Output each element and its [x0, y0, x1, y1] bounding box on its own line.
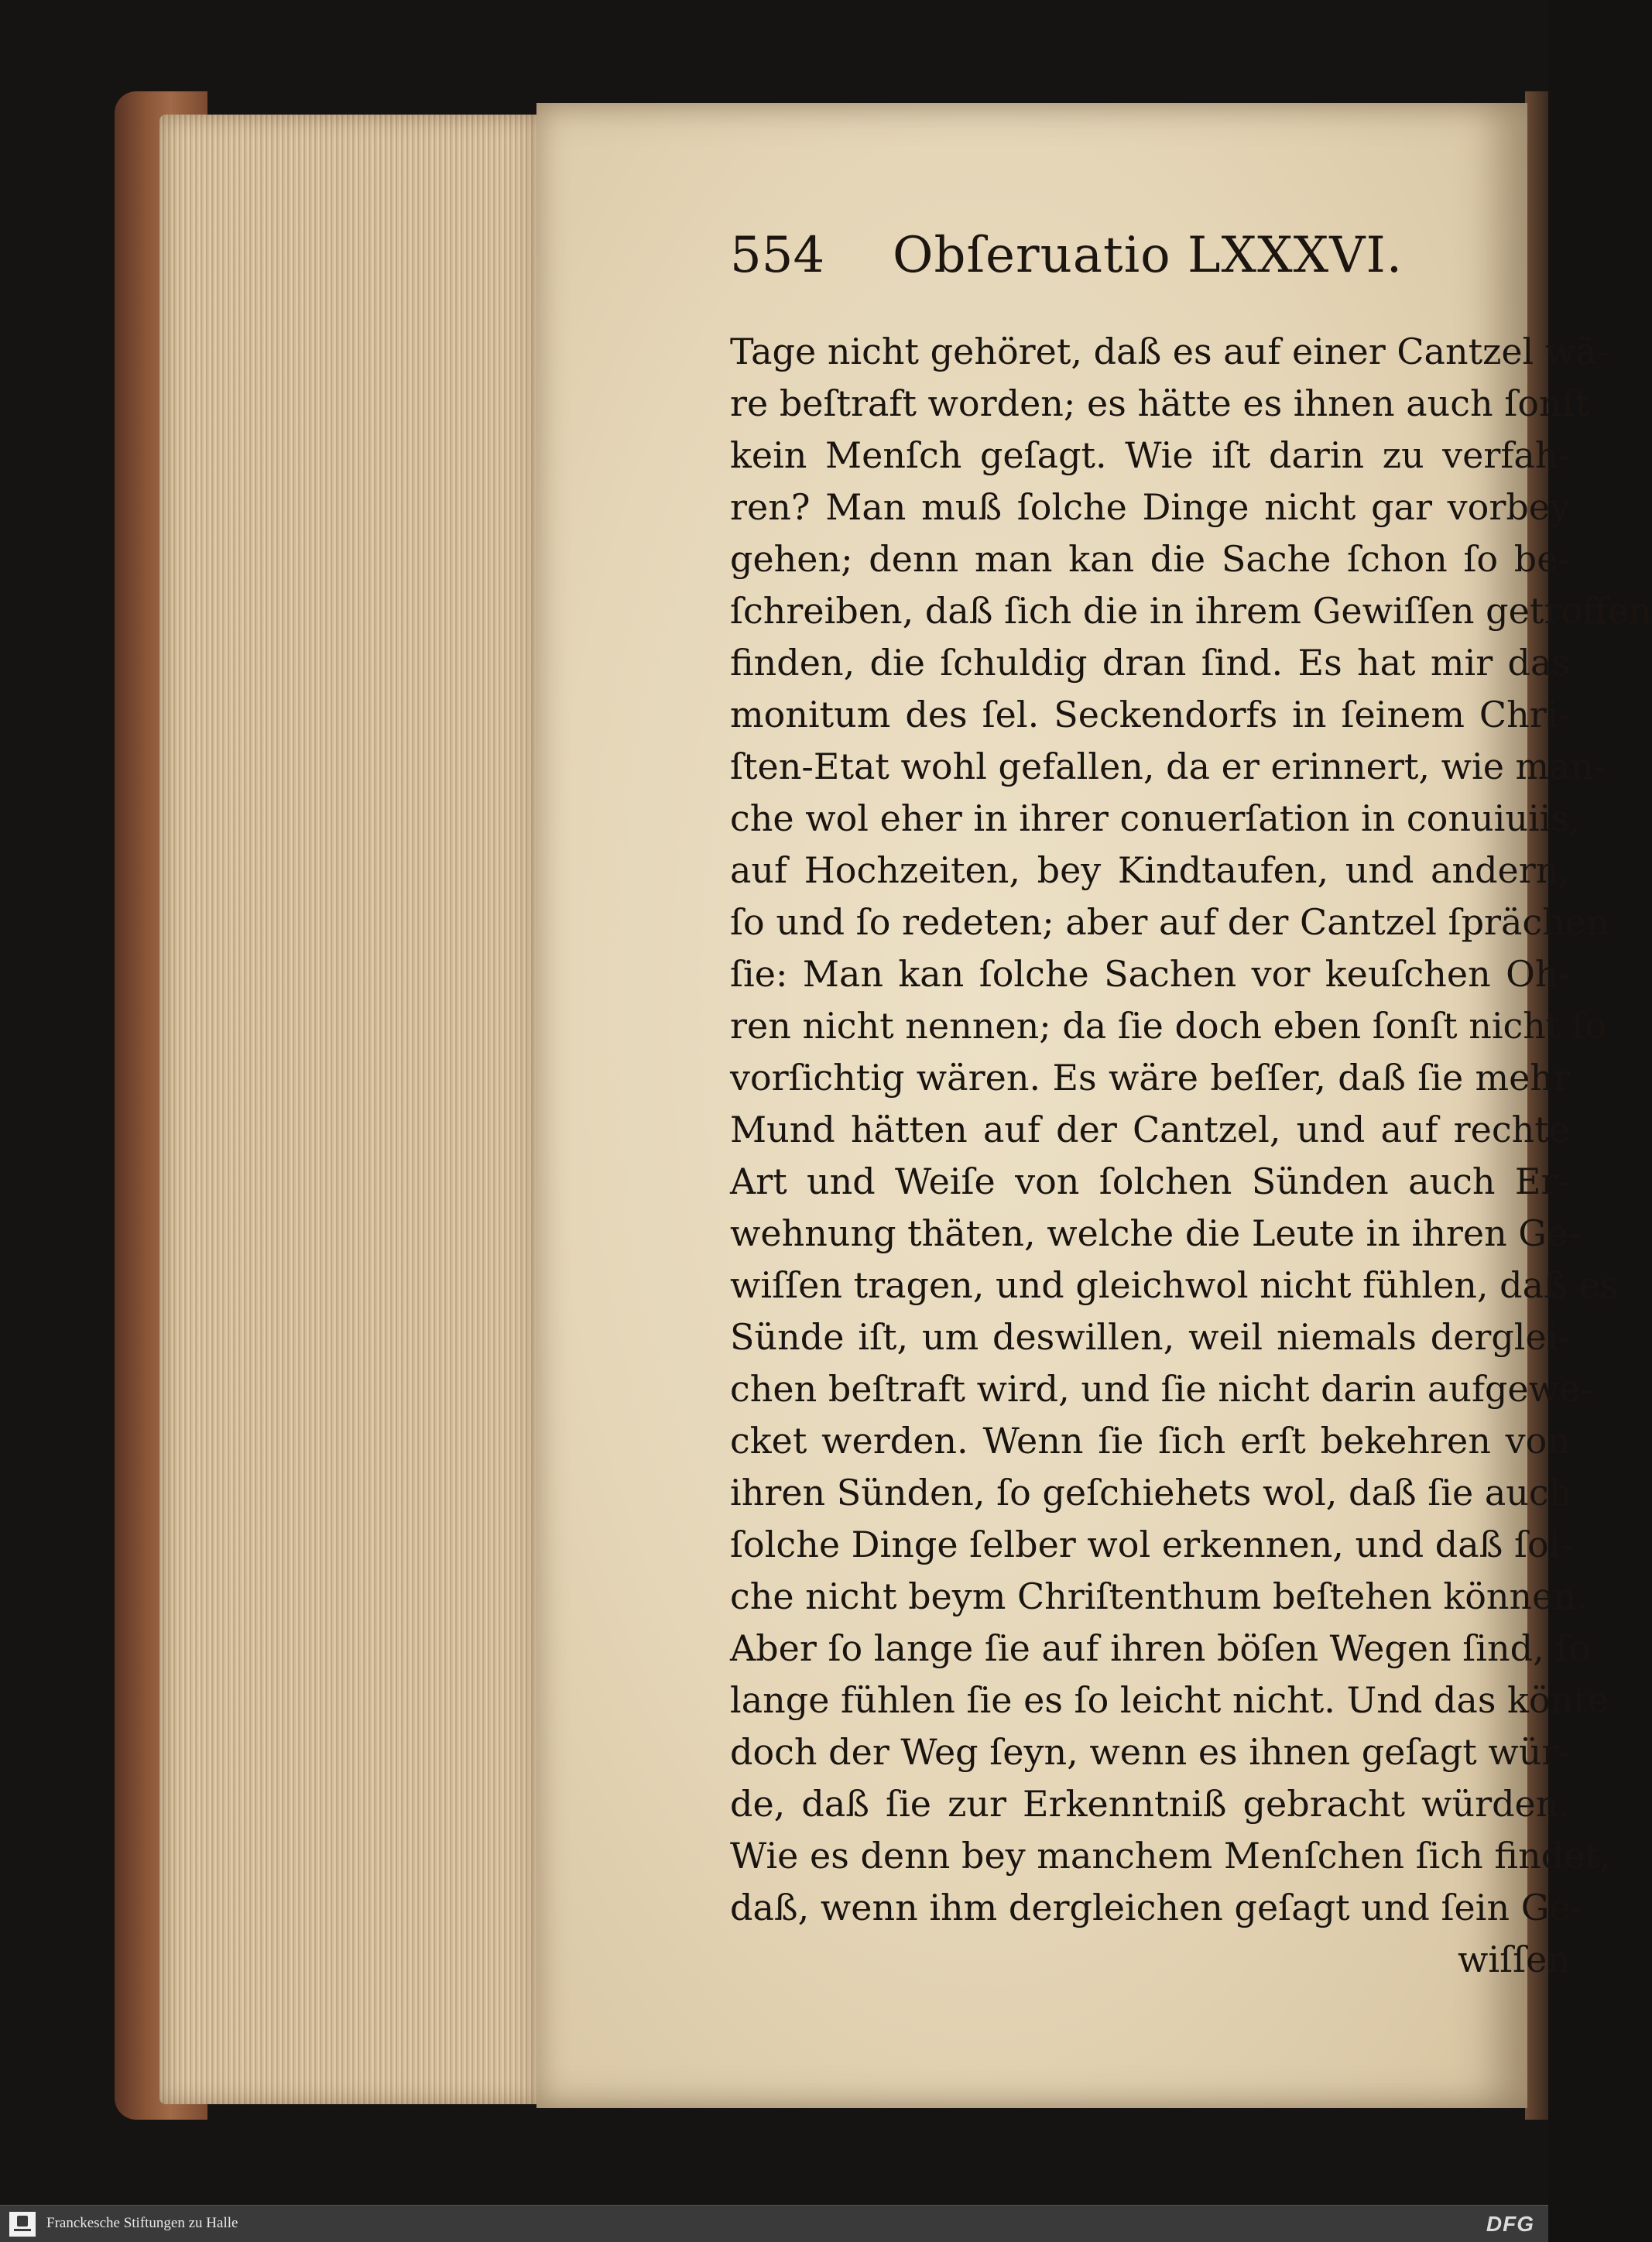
catchword: wiſſen	[1458, 1939, 1570, 1980]
text-line: ſolche Dinge ſelber wol erkennen, und daß ſol-	[730, 1524, 1572, 1565]
running-title: Obſeruatio LXXXVI.	[893, 227, 1404, 284]
viewer-footer	[0, 2205, 1548, 2242]
institution-logo-icon	[9, 2212, 36, 2237]
text-line: wiſſen tragen, und gleichwol nicht fühlen, daß es	[730, 1264, 1619, 1306]
text-line: cket werden. Wenn ſie ſich erſt bekehren von	[730, 1420, 1570, 1462]
text-line: re beſtraft worden; es hätte es ihnen auch ſonſt	[730, 382, 1590, 424]
body-text	[730, 326, 1652, 1986]
page-edges	[159, 115, 539, 2104]
text-line: Aber ſo lange ſie auf ihren böſen Wegen ſind, ſo	[730, 1627, 1591, 1669]
page-header	[730, 227, 1458, 304]
text-line: kein Menſch geſagt. Wie iſt darin zu verfah-	[730, 434, 1570, 476]
text-line: ren? Man muß ſolche Dinge nicht gar vorbey	[730, 486, 1570, 528]
text-line: ſo und ſo redeten; aber auf der Cantzel ſprächen	[730, 901, 1609, 943]
book-page	[536, 103, 1652, 2108]
text-line: ſchreiben, daß ſich die in ihrem Gewiſſen getroffen	[730, 590, 1652, 632]
text-line: de, daß ſie zur Erkenntniß gebracht würden.	[730, 1783, 1570, 1825]
text-line: Tage nicht gehöret, daß es auf einer Cantzel wä-	[730, 331, 1609, 372]
text-line: chen beſtraft wird, und ſie nicht darin aufgewe-	[730, 1368, 1592, 1410]
text-line: monitum des ſel. Seckendorfs in ſeinem Chri-	[730, 694, 1570, 735]
book	[115, 91, 1652, 2120]
text-line: Wie es denn bey manchem Menſchen ſich findet,	[730, 1835, 1611, 1877]
text-line: doch der Weg ſeyn, wenn es ihnen geſagt wür-	[730, 1731, 1571, 1773]
text-line: Sünde iſt, um deswillen, weil niemals derglei-	[730, 1316, 1570, 1358]
text-line: ihren Sünden, ſo geſchiehets wol, daß ſie auch	[730, 1472, 1572, 1514]
text-line: ſten-Etat wohl gefallen, da er erinnert, wie man-	[730, 746, 1606, 787]
text-line: ſie: Man kan ſolche Sachen vor keuſchen Oh-	[730, 953, 1570, 995]
text-line: Art und Weiſe von ſolchen Sünden auch Er-	[730, 1160, 1570, 1202]
dfg-badge[interactable]: DFG	[1486, 2212, 1534, 2236]
text-line: che wol eher in ihrer conuerſation in conuiuiis,	[730, 797, 1581, 839]
text-line: gehen; denn man kan die Sache ſchon ſo be-	[730, 538, 1570, 580]
text-line: daß, wenn ihm dergleichen geſagt und ſein Ge-	[730, 1887, 1583, 1928]
text-line: Mund hätten auf der Cantzel, und auf rechte	[730, 1109, 1570, 1150]
text-line: ren nicht nennen; da ſie doch eben ſonſt nicht ſo	[730, 1005, 1606, 1047]
page-number: 554	[730, 227, 825, 284]
text-line: vorſichtig wären. Es wäre beſſer, daß ſie mehr	[730, 1057, 1570, 1099]
text-line: finden, die ſchuldig dran ſind. Es hat mir das	[730, 642, 1570, 684]
institution-name[interactable]: Franckesche Stiftungen zu Halle	[46, 2215, 238, 2231]
text-line: che nicht beym Chriſtenthum beſtehen können.	[730, 1575, 1588, 1617]
text-line: wehnung thäten, welche die Leute in ihren Ge-	[730, 1212, 1580, 1254]
text-line: auf Hochzeiten, bey Kindtaufen, und andern,	[730, 849, 1570, 891]
text-line: lange fühlen ſie es ſo leicht nicht. Und das könte	[730, 1679, 1609, 1721]
